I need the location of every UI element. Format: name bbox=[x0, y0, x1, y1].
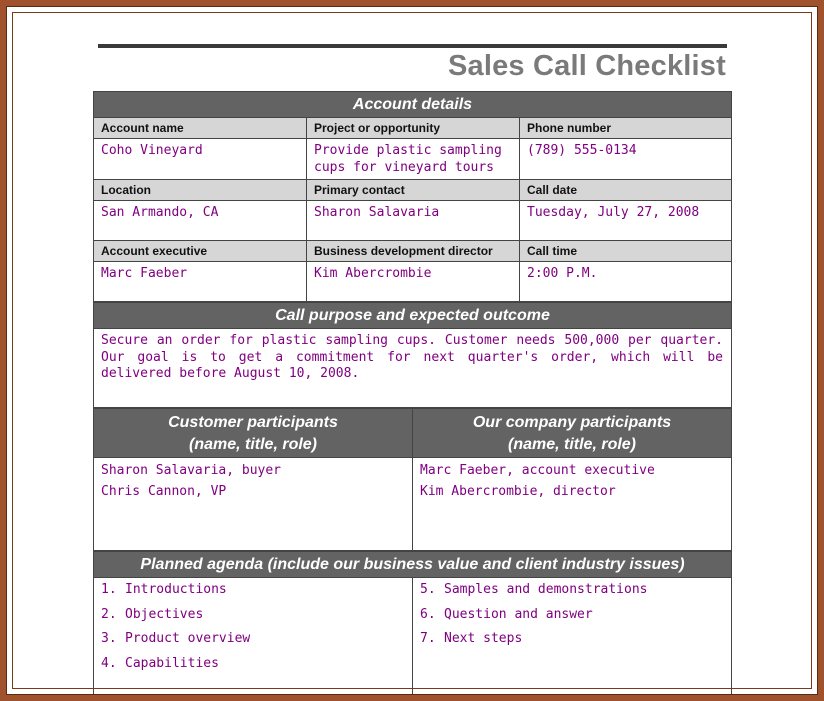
primary-contact-value[interactable]: Sharon Salavaria bbox=[307, 201, 520, 240]
document-title: Sales Call Checklist bbox=[447, 50, 726, 82]
call-time-value[interactable]: 2:00 P.M. bbox=[527, 266, 598, 281]
field-label: Primary contact bbox=[307, 180, 520, 200]
field-label: Project or opportunity bbox=[307, 118, 520, 138]
item-text: Product overview bbox=[125, 631, 251, 646]
company-header-line2: (name, title, role) bbox=[507, 436, 637, 453]
purpose-text[interactable]: Secure an order for plastic sampling cups. Customer needs 500,000 per quarter. Our goal is to get a commitment for next quarter's order, which will be delivered before August 10, 2008. bbox=[94, 329, 731, 408]
list-item: Chris Cannon, VP bbox=[101, 484, 227, 499]
field-label: Business development director bbox=[307, 241, 520, 261]
account-name-value[interactable]: Coho Vineyard bbox=[94, 139, 307, 179]
account-executive-value[interactable]: Marc Faeber bbox=[94, 262, 307, 301]
item-number: 2. bbox=[101, 606, 117, 622]
project-value[interactable]: Provide plastic sampling cups for vineyard tours bbox=[307, 139, 520, 179]
field-label: Location bbox=[94, 180, 307, 200]
field-label: Phone number bbox=[527, 121, 612, 135]
field-label: Call time bbox=[527, 244, 578, 258]
item-number: 4. bbox=[101, 655, 117, 671]
item-text: Next steps bbox=[444, 631, 523, 646]
item-number: 3. bbox=[101, 631, 117, 646]
picture-frame-inner-border bbox=[12, 12, 812, 689]
item-number: 1. bbox=[101, 582, 117, 597]
customer-header-line1: Customer participants bbox=[168, 414, 338, 431]
field-label: Account executive bbox=[94, 241, 307, 261]
list-item: Marc Faeber, account executive bbox=[420, 463, 655, 478]
section-header-agenda: Planned agenda (include our business value and client industry issues) bbox=[94, 551, 731, 578]
item-text: Capabilities bbox=[125, 655, 219, 671]
item-text: Objectives bbox=[125, 606, 204, 622]
item-text: Introductions bbox=[125, 582, 227, 597]
item-text: Samples and demonstrations bbox=[444, 582, 648, 597]
list-item: Kim Abercrombie, director bbox=[420, 484, 616, 499]
location-value[interactable]: San Armando, CA bbox=[94, 201, 307, 240]
item-number: 6. bbox=[420, 606, 436, 622]
customer-header-line2: (name, title, role) bbox=[188, 436, 318, 453]
item-number: 7. bbox=[420, 631, 436, 646]
bd-director-value[interactable]: Kim Abercrombie bbox=[307, 262, 520, 301]
item-text: Question and answer bbox=[444, 606, 593, 622]
item-number: 5. bbox=[420, 582, 436, 597]
section-header-account: Account details bbox=[94, 91, 731, 118]
field-label: Call date bbox=[527, 183, 578, 197]
company-header-line1: Our company participants bbox=[472, 414, 672, 431]
section-header-purpose: Call purpose and expected outcome bbox=[94, 302, 731, 329]
list-item: Sharon Salavaria, buyer bbox=[101, 463, 282, 478]
call-date-value[interactable]: Tuesday, July 27, 2008 bbox=[527, 205, 700, 220]
field-label: Account name bbox=[94, 118, 307, 138]
phone-number-value[interactable]: (789) 555-0134 bbox=[527, 143, 637, 158]
